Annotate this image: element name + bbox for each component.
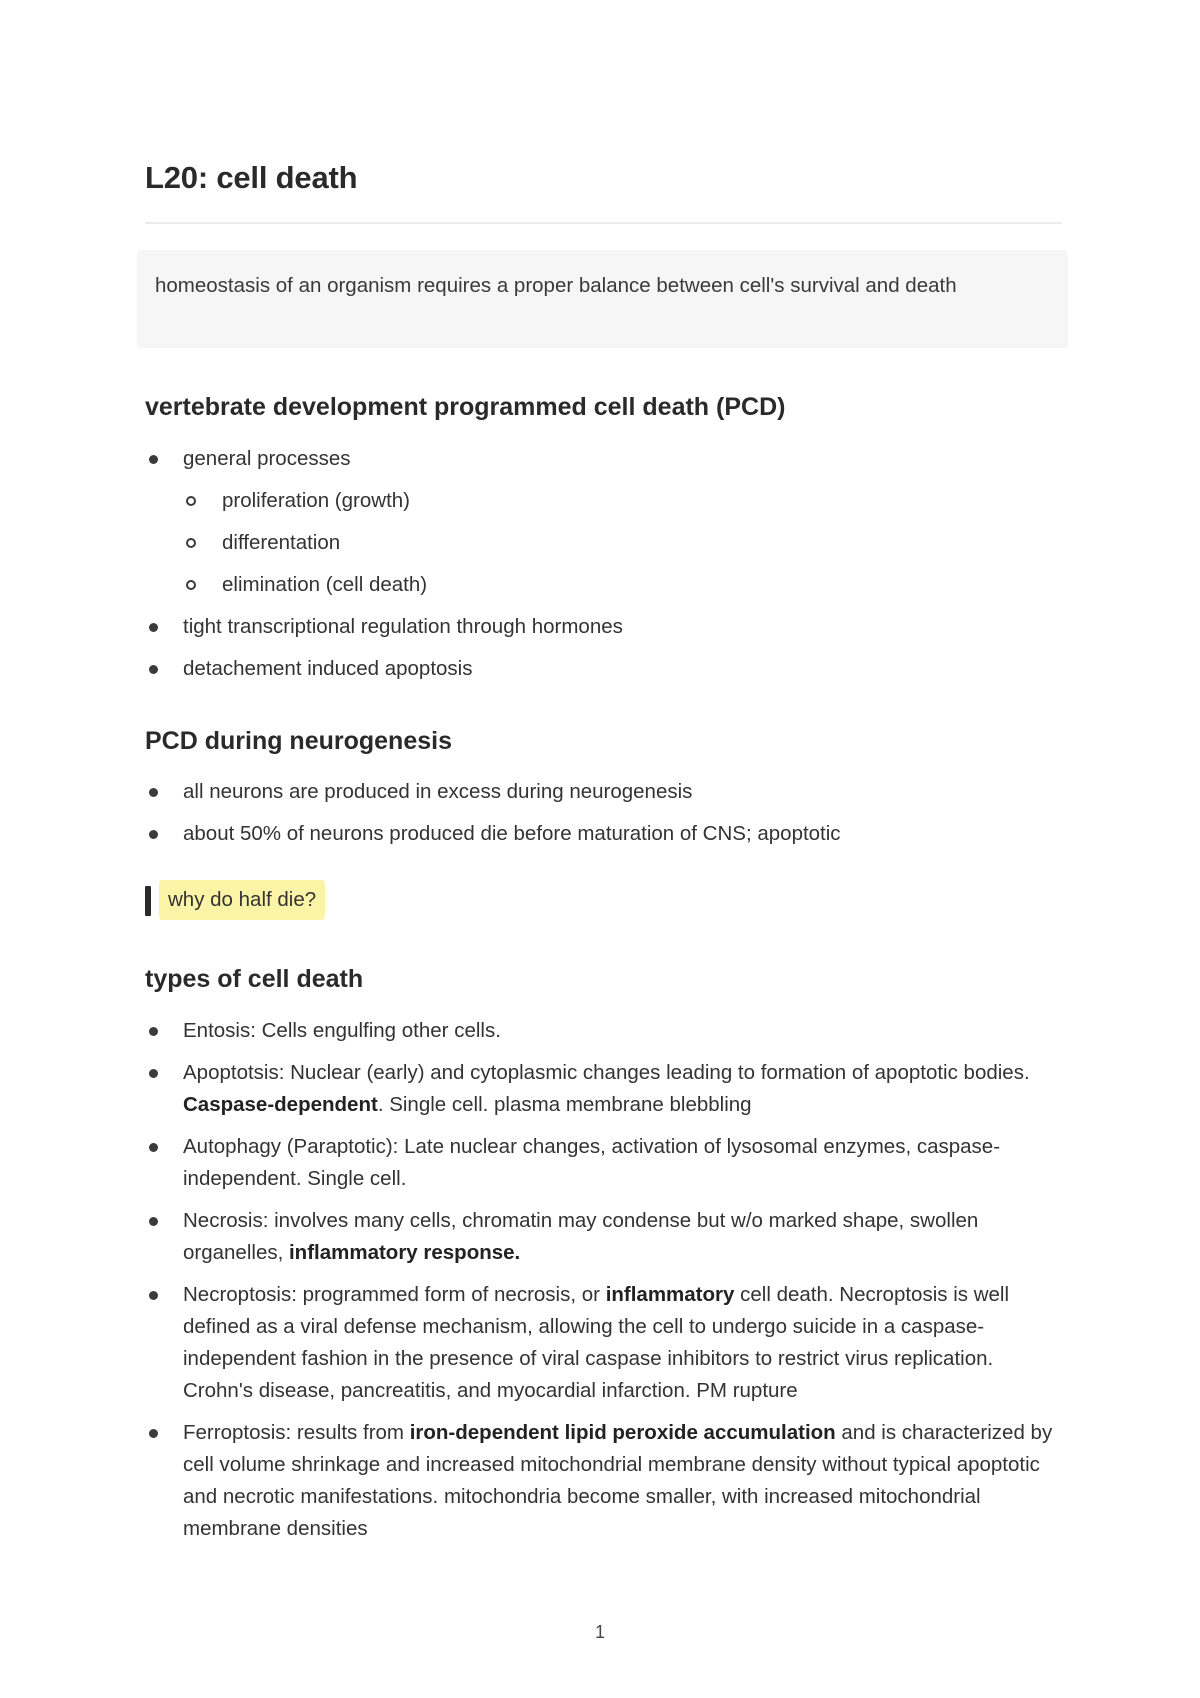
sub-list-item: proliferation (growth): [145, 485, 1060, 517]
pcd-list: [145, 443, 1060, 685]
sub-list-item: elimination (cell death): [145, 569, 1060, 601]
section-heading-pcd: vertebrate development programmed cell death (PCD): [145, 393, 786, 421]
bullet-icon: [149, 455, 158, 464]
callout-text: homeostasis of an organism requires a proper balance between cell's survival and death: [155, 274, 957, 297]
cell-death-types-list: [145, 1015, 1060, 1545]
sub-list-item: differentation: [145, 527, 1060, 559]
section-heading-types: types of cell death: [145, 965, 364, 993]
list-item: Necrosis: involves many cells, chromatin may condense but w/o marked shape, swollen organelles, inflammatory response.: [145, 1205, 1060, 1269]
highlighted-quote: why do half die?: [159, 880, 325, 920]
callout-block: [137, 250, 1068, 348]
bullet-icon: [149, 1069, 158, 1078]
list-item: Ferroptosis: results from iron-dependent lipid peroxide accumulation and is characterized by cell volume shrinkage and increased mitochondrial membrane density without typical apoptotic and necrotic manifestations. mitochondria become smaller, with increased mitochondrial membrane densities: [145, 1417, 1060, 1545]
bullet-icon: [149, 1429, 158, 1438]
list-item: general processes: [145, 443, 1060, 475]
list-item: all neurons are produced in excess during neurogenesis: [145, 776, 1060, 808]
list-item: Autophagy (Paraptotic): Late nuclear changes, activation of lysosomal enzymes, caspase-independent. Single cell.: [145, 1131, 1060, 1195]
bullet-icon: [149, 1291, 158, 1300]
section-heading-neurogenesis: PCD during neurogenesis: [145, 727, 452, 755]
list-item: Apoptotsis: Nuclear (early) and cytoplasmic changes leading to formation of apoptotic bodies. Caspase-dependent. Single cell. plasma membrane blebbling: [145, 1057, 1060, 1121]
sub-bullet-icon: [186, 496, 196, 506]
bullet-icon: [149, 1027, 158, 1036]
neurogenesis-list: [145, 776, 1060, 850]
list-item: detachement induced apoptosis: [145, 653, 1060, 685]
list-item: tight transcriptional regulation through hormones: [145, 611, 1060, 643]
list-item: about 50% of neurons produced die before maturation of CNS; apoptotic: [145, 818, 1060, 850]
bullet-icon: [149, 623, 158, 632]
quote-bar: [145, 886, 151, 916]
list-item: Entosis: Cells engulfing other cells.: [145, 1015, 1060, 1047]
list-item: Necroptosis: programmed form of necrosis, or inflammatory cell death. Necroptosis is well defined as a viral defense mechanism, allowing the cell to undergo suicide in a caspase-independent fashion in the presence of viral caspase inhibitors to restrict virus replication. Crohn's disease, pancreatitis, and myocardial infarction. PM rupture: [145, 1279, 1060, 1407]
bullet-icon: [149, 788, 158, 797]
bullet-icon: [149, 665, 158, 674]
page-number: 1: [594, 1622, 605, 1642]
bullet-icon: [149, 1143, 158, 1152]
bullet-icon: [149, 1217, 158, 1226]
sub-bullet-icon: [186, 580, 196, 590]
bullet-icon: [149, 830, 158, 839]
title-divider: [145, 222, 1062, 224]
sub-bullet-icon: [186, 538, 196, 548]
page-title: L20: cell death: [145, 160, 358, 195]
